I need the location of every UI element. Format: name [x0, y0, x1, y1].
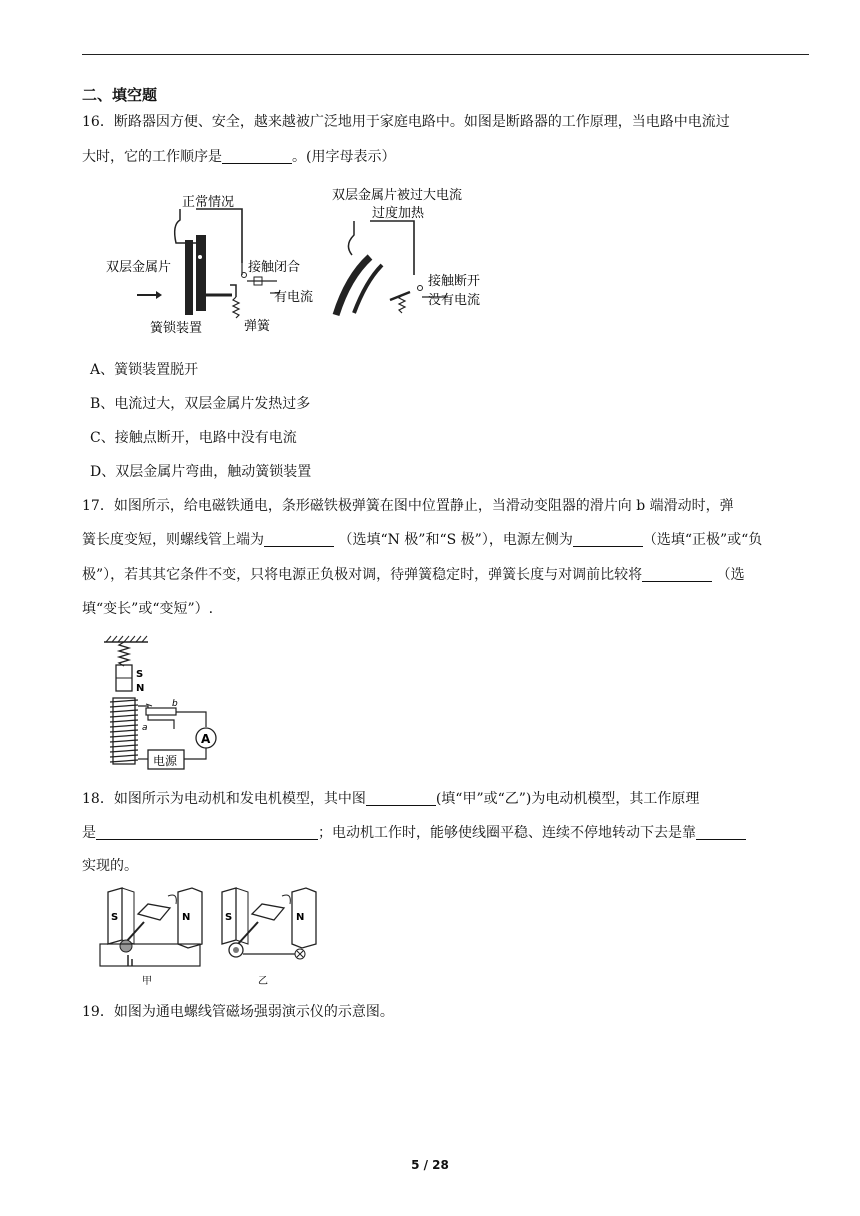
circuit-breaker-figure [92, 185, 512, 335]
label-has-current: 有电流 [274, 290, 314, 305]
label-yi: 乙 [258, 976, 268, 987]
q17-text-b: （选填“N 极”和“S 极”），电源左侧为 [338, 532, 573, 548]
header-rule [82, 54, 809, 55]
label-latch: 簧锁装置 [150, 321, 203, 335]
q16-line1: 16．断路器因方便、安全，越来越被广泛地用于家庭电路中。如图是断路器的工作原理，当电路中电流过 [82, 114, 730, 130]
q18-answer-blank-2[interactable] [96, 823, 318, 840]
q18-answer-blank-3[interactable] [696, 823, 746, 840]
label-spring: 弹簧 [244, 319, 271, 334]
q18-text-b: (填“甲”或“乙”)为电动机模型，其工作原理 [435, 791, 700, 807]
q16-text-b: 。(用字母表示） [292, 149, 396, 165]
label-contact-open: 接触断开 [428, 274, 481, 289]
label-overheated-2: 过度加热 [372, 206, 425, 221]
yi-n-label: N [296, 912, 305, 923]
q16-option-a: A、簧锁装置脱开 [90, 362, 199, 378]
electromagnet-figure [96, 634, 226, 774]
q17-answer-blank-2[interactable] [573, 530, 643, 547]
rheostat-b-label: b [172, 699, 178, 709]
magnet-s-label: S [136, 669, 144, 680]
q16-line2 [82, 147, 395, 167]
motor-generator-figure [98, 884, 328, 988]
q17-line2 [82, 530, 762, 550]
q17-line1: 17．如图所示，给电磁铁通电，条形磁铁极弹簧在图中位置静止，当滑动变阻器的滑片向 b 端滑动时，弹 [82, 498, 734, 514]
label-overheated-1: 双层金属片被过大电流 [332, 188, 463, 203]
q16-option-c: C、接触点断开，电路中没有电流 [90, 430, 297, 446]
label-no-current: 没有电流 [428, 293, 481, 308]
q18-line3: 实现的。 [82, 858, 138, 874]
q18-answer-blank-1[interactable] [366, 789, 436, 806]
label-bimetal: 双层金属片 [106, 260, 172, 275]
label-contact-closed: 接触闭合 [248, 260, 301, 275]
ammeter-label: A [201, 732, 211, 746]
jia-n-label: N [182, 912, 191, 923]
q16-option-b: B、电流过大，双层金属片发热过多 [90, 396, 311, 412]
q17-line3 [82, 565, 745, 585]
q17-line4: 填“变长”或“变短”）. [82, 601, 214, 617]
magnet-n-label: N [136, 683, 145, 694]
q17-text-c: （选填“正极”或“负 [642, 532, 763, 548]
page-number: 5 / 28 [411, 1158, 449, 1172]
q18-line1 [82, 789, 699, 809]
q17-answer-blank-1[interactable] [264, 530, 334, 547]
q17-text-a: 簧长度变短，则螺线管上端为 [82, 532, 264, 548]
q16-text-a: 大时，它的工作顺序是 [82, 149, 222, 165]
q16-option-d: D、双层金属片弯曲，触动簧锁装置 [90, 464, 312, 480]
q16-answer-blank[interactable] [222, 147, 292, 164]
section-title: 二、填空题 [82, 86, 158, 104]
q17-answer-blank-3[interactable] [642, 565, 712, 582]
q18-text-c: 是 [82, 825, 96, 841]
rheostat-a-label: a [142, 723, 148, 733]
q18-text-a: 18．如图所示为电动机和发电机模型，其中图 [82, 791, 366, 807]
q19-text: 19．如图为通电螺线管磁场强弱演示仪的示意图。 [82, 1004, 394, 1020]
label-normal: 正常情况 [182, 195, 235, 210]
power-source-label: 电源 [153, 754, 178, 768]
q17-text-e: （选 [716, 567, 745, 583]
label-jia: 甲 [142, 976, 152, 987]
q17-text-d: 极”），若其其它条件不变，只将电源正负极对调，待弹簧稳定时，弹簧长度与对调前比较将 [82, 567, 643, 583]
q18-text-d: ；电动机工作时，能够使线圈平稳、连续不停地转动下去是靠 [318, 825, 696, 841]
q18-line2 [82, 823, 746, 843]
yi-s-label: S [225, 912, 233, 923]
jia-s-label: S [111, 912, 119, 923]
